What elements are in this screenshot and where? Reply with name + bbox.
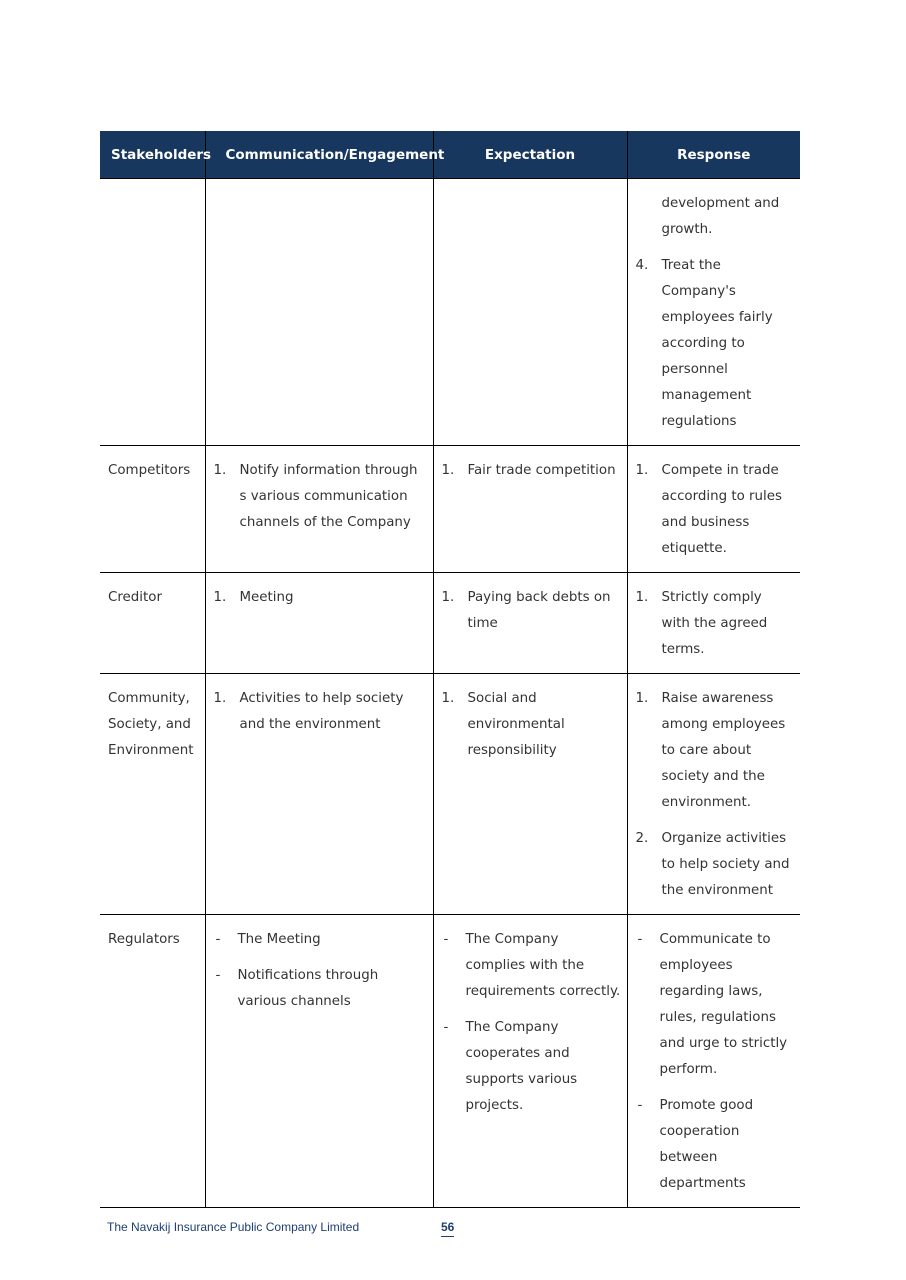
- list-marker: -: [215, 968, 221, 983]
- list-text: Strictly comply with the agreed terms.: [661, 590, 768, 657]
- list-marker: [636, 191, 662, 243]
- table-header-row: [100, 131, 800, 179]
- communication-list: [214, 585, 427, 611]
- list-text: Compete in trade according to rules and business etiquette.: [661, 463, 782, 556]
- table-row: [100, 915, 800, 1208]
- list-item: [636, 1093, 795, 1197]
- communication-cell: [205, 674, 433, 915]
- list-marker: 2.: [635, 831, 649, 846]
- communication-list: [214, 686, 427, 738]
- list-text: The Company complies with the requirements correctly.: [465, 932, 621, 999]
- list-text: Fair trade competition: [467, 463, 616, 478]
- expectation-cell: [433, 915, 627, 1208]
- list-text: Meeting: [239, 590, 294, 605]
- list-item: [442, 458, 621, 484]
- list-text: Notify information through s various communication channels of the Company: [239, 463, 418, 530]
- list-text: Paying back debts on time: [467, 590, 611, 631]
- list-item: [636, 458, 795, 562]
- list-item: [214, 963, 427, 1015]
- response-list: [636, 458, 795, 562]
- table-row: [100, 674, 800, 915]
- list-marker: 1.: [635, 463, 649, 478]
- list-text: Notifications through various channels: [237, 968, 379, 1009]
- response-cell: [627, 915, 800, 1208]
- expectation-cell: [433, 446, 627, 573]
- header-response: Response: [627, 131, 800, 179]
- stakeholder-cell: Regulators: [100, 915, 205, 1208]
- list-text: Raise awareness among employees to care about society and the environment.: [661, 691, 786, 810]
- list-marker: 1.: [635, 590, 649, 605]
- response-list: [636, 686, 795, 904]
- list-item: [214, 927, 427, 953]
- table-row: [100, 179, 800, 446]
- stakeholder-cell: Creditor: [100, 573, 205, 674]
- list-text: Treat the Company's employees fairly according to personnel management regulations: [661, 258, 773, 429]
- stakeholder-table: [100, 131, 800, 1208]
- footer-company-name: The Navakij Insurance Public Company Limited: [107, 1220, 360, 1234]
- response-cell: [627, 674, 800, 915]
- expectation-cell: [433, 573, 627, 674]
- header-stakeholders: Stakeholders: [100, 131, 205, 179]
- list-marker: -: [637, 1098, 643, 1113]
- list-item: [214, 686, 427, 738]
- list-text: Communicate to employees regarding laws, rules, regulations and urge to strictly perform.: [659, 932, 788, 1077]
- list-item: [636, 191, 795, 243]
- expectation-list: [442, 927, 621, 1119]
- list-marker: -: [443, 1020, 449, 1035]
- header-expectation: Expectation: [433, 131, 627, 179]
- list-text: development and growth.: [661, 196, 780, 237]
- list-item: [636, 826, 795, 904]
- expectation-list: [442, 686, 621, 764]
- list-marker: 1.: [213, 590, 227, 605]
- expectation-cell: [433, 179, 627, 446]
- communication-cell: [205, 179, 433, 446]
- response-cell: [627, 573, 800, 674]
- communication-cell: [205, 915, 433, 1208]
- communication-cell: [205, 573, 433, 674]
- list-marker: 1.: [213, 463, 227, 478]
- list-text: Social and environmental responsibility: [467, 691, 565, 758]
- list-item: [636, 585, 795, 663]
- table-row: [100, 573, 800, 674]
- table-row: [100, 446, 800, 573]
- list-item: [214, 585, 427, 611]
- page-number: 56: [441, 1220, 454, 1237]
- list-text: The Meeting: [237, 932, 321, 947]
- expectation-list: [442, 458, 621, 484]
- list-marker: -: [215, 932, 221, 947]
- list-marker: 1.: [441, 691, 455, 706]
- response-list: [636, 585, 795, 663]
- list-marker: 4.: [635, 258, 649, 273]
- list-marker: 1.: [441, 463, 455, 478]
- response-cell: [627, 446, 800, 573]
- communication-list: [214, 927, 427, 1015]
- list-item: [442, 686, 621, 764]
- list-item: [214, 458, 427, 536]
- communication-cell: [205, 446, 433, 573]
- response-cell: [627, 179, 800, 446]
- list-text: Activities to help society and the environment: [239, 691, 404, 732]
- list-marker: 1.: [441, 590, 455, 605]
- list-item: [442, 585, 621, 637]
- list-marker: -: [443, 932, 449, 947]
- list-text: Promote good cooperation between departments: [659, 1098, 754, 1191]
- list-marker: -: [637, 932, 643, 947]
- list-item: [636, 253, 795, 435]
- response-list: [636, 191, 795, 435]
- list-text: The Company cooperates and supports various projects.: [465, 1020, 578, 1113]
- list-marker: 1.: [213, 691, 227, 706]
- expectation-list: [442, 585, 621, 637]
- expectation-cell: [433, 674, 627, 915]
- stakeholder-cell: [100, 179, 205, 446]
- list-marker: 1.: [635, 691, 649, 706]
- stakeholder-cell: Competitors: [100, 446, 205, 573]
- list-item: [442, 927, 621, 1005]
- list-item: [442, 1015, 621, 1119]
- stakeholder-cell: Community, Society, and Environment: [100, 674, 205, 915]
- response-list: [636, 927, 795, 1197]
- list-item: [636, 686, 795, 816]
- communication-list: [214, 458, 427, 536]
- list-text: Organize activities to help society and the environment: [661, 831, 790, 898]
- list-item: [636, 927, 795, 1083]
- header-communication: Communication/Engagement: [205, 131, 433, 179]
